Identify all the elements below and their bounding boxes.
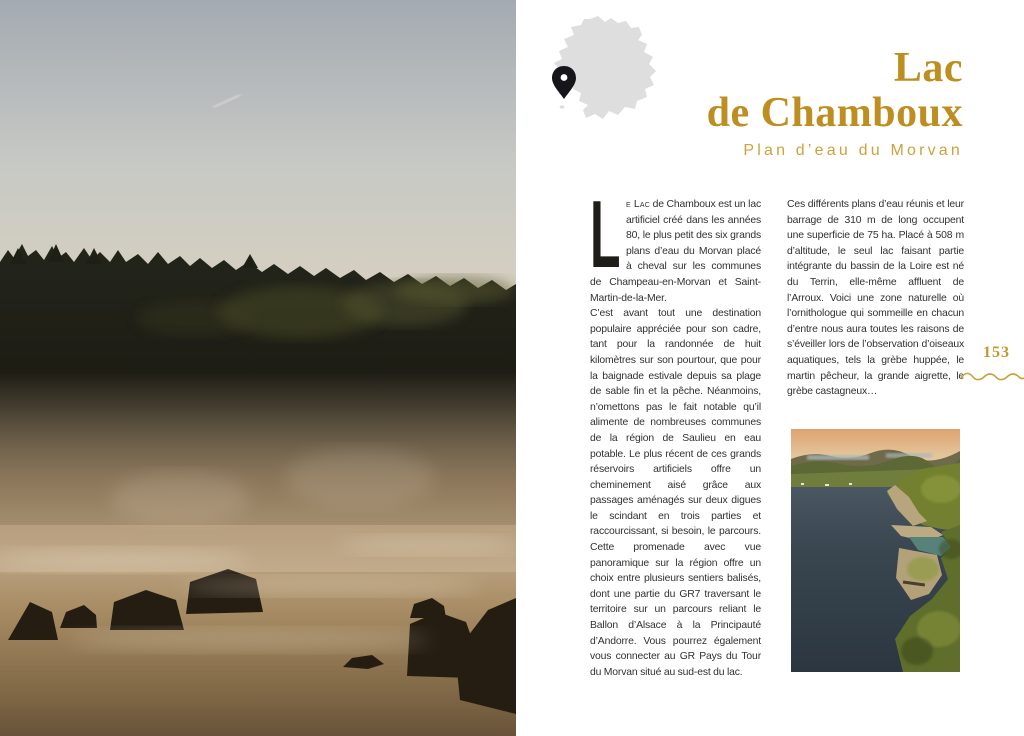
article-column-1 [590, 181, 761, 680]
lead-small-caps: e Lac [626, 199, 650, 210]
location-pin-icon [552, 66, 576, 99]
paragraph: Ces différents plans d’eau réunis et leur barrage de 310 m de long occupent une superficie de 75 ha. Placé à 508 m d’altitude, le seul lac faisant partie intégrante du bassin de la Loire est né du Terrin, elle-même affluent de l’Arroux. Voici une zone naturelle où l’ornithologue qui sommeille en chacun d’entre nous aura toutes les raisons de s’éveiller lors de l’observation d’oiseaux aquatiques, tels la grèbe huppée, le martin pêcheur, la grande aigrette, le grèbe castagneux… [787, 199, 964, 398]
page-number: 153 [983, 344, 1010, 361]
aerial-lake-photo [791, 429, 960, 672]
region-map [548, 14, 660, 132]
paragraph: C’est avant tout une destination populaire appréciée pour son cadre, tant pour la randonnée de huit kilomètres sur son pourtour, que pour la baignade estivale depuis sa plage de sable fin et la pêche. Néanmoins, n’omettons pas le fait notable qu’il alimente de nombreuses communes de la région de Saulieu en eau potable. Le plus récent de ces grands réservoirs artificiels offre un cheminement aisé grâce aux passages aménagés sur deux digues le scindant en trois parties et raccourcissant, si besoin, le parcours. Cette promenade avec vue panoramique sur la région offre un choix entre plusieurs sentiers balisés, dont une partie du GR7 traversant le territoire sur un parcours reliant le Ballon d’Alsace à la Principauté d’Andorre. Vous pourrez également vous connecter au GR Pays du Tour du Morvan situé au sud-est du lac. [590, 308, 761, 678]
sky [0, 0, 516, 300]
region-silhouette [548, 14, 660, 132]
title-line-2: de Chamboux [706, 90, 963, 136]
page-subtitle: Plan d’eau du Morvan [743, 142, 963, 159]
aerial-lake-illustration [791, 429, 960, 672]
canopy-highlight [395, 276, 515, 304]
paragraph [590, 181, 761, 306]
drop-cap-letter: L [590, 181, 621, 288]
canopy-highlight [137, 300, 253, 336]
wave-divider-icon [960, 368, 1024, 382]
page-title [707, 46, 963, 160]
title-line-1: Lac [893, 45, 963, 91]
article-column-2 [787, 197, 964, 400]
valley-mist [807, 455, 869, 460]
paragraph-text: de Chamboux est un lac artificiel créé dans les années 80, le plus petit des six grands plans d’eau du Morvan placé à cheval sur les communes de Champeau-en-Morvan et Saint-Martin-de-la-Mer. [590, 199, 761, 304]
right-page [516, 0, 1024, 736]
